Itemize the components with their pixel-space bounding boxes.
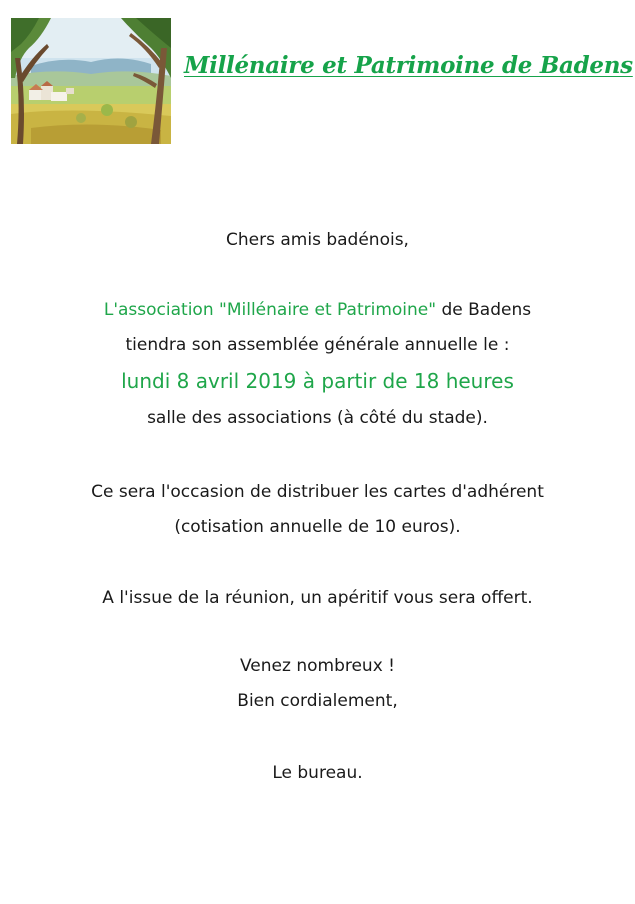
association-title: Millénaire et Patrimoine de Badens <box>184 52 633 79</box>
association-suffix: de Badens <box>436 300 532 320</box>
association-line <box>0 299 635 321</box>
fee-line: (cotisation annuelle de 10 euros). <box>174 517 461 537</box>
invite-line: Venez nombreux ! <box>240 656 395 676</box>
announce-line: tiendra son assemblée générale annuelle le : <box>125 335 510 355</box>
village-landscape-painting <box>11 18 171 144</box>
signature: Le bureau. <box>272 763 363 783</box>
cards-line: Ce sera l'occasion de distribuer les cartes d'adhérent <box>91 482 544 502</box>
aperitif-line: A l'issue de la réunion, un apéritif vous sera offert. <box>102 588 533 608</box>
greeting: Chers amis badénois, <box>226 230 409 250</box>
meeting-date: lundi 8 avril 2019 à partir de 18 heures <box>121 369 514 393</box>
venue-line: salle des associations (à côté du stade). <box>147 408 488 428</box>
regards-line: Bien cordialement, <box>237 691 398 711</box>
association-name: L'association "Millénaire et Patrimoine" <box>103 300 437 320</box>
